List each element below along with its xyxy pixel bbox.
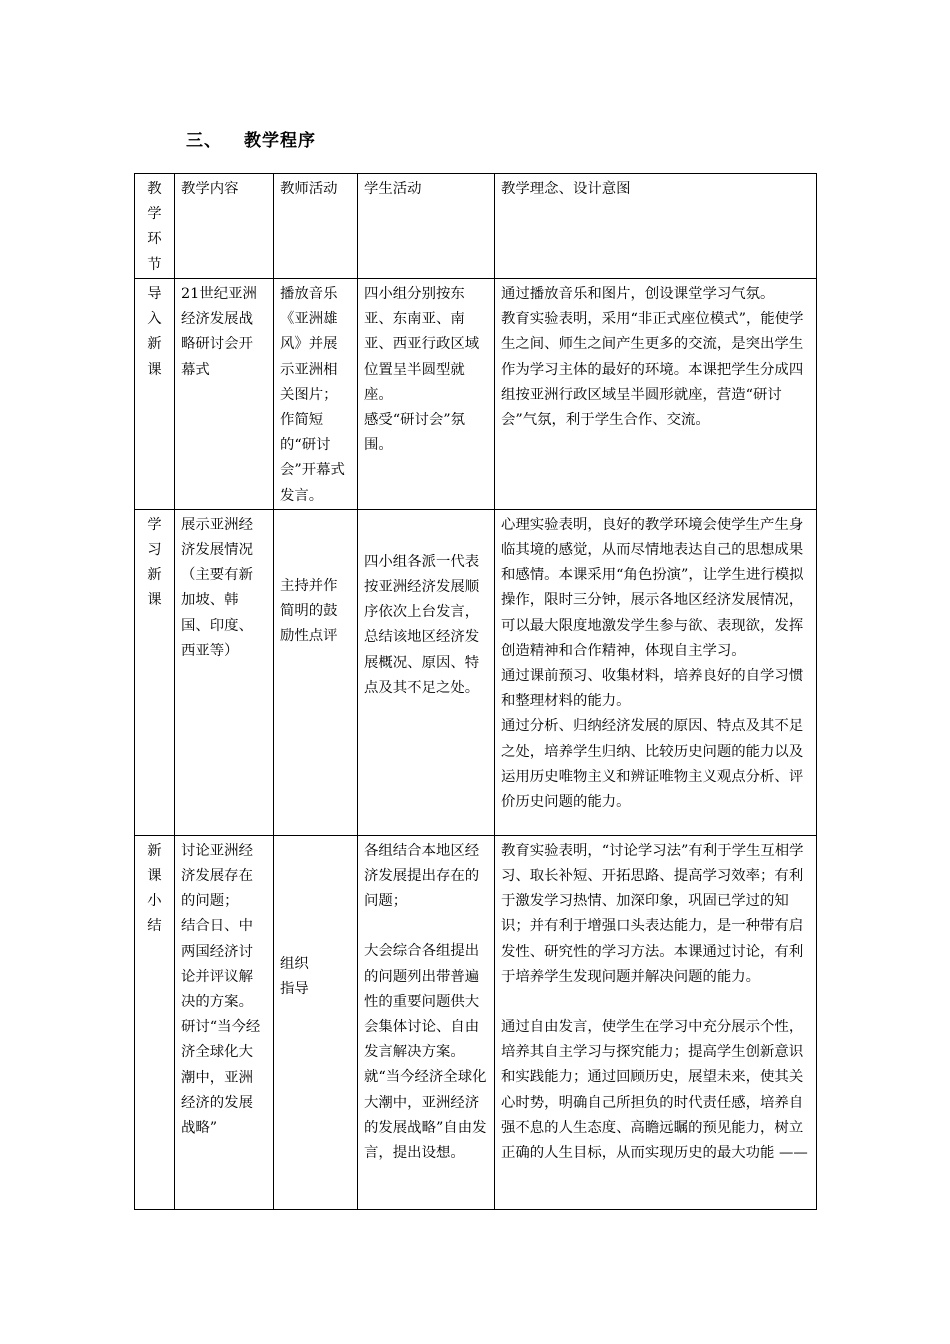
student-cell: 四小组分别按东亚、东南亚、南亚、西亚行政区域位置呈半圆型就座。 感受“研讨会”氛围。: [358, 279, 495, 510]
stage-cell: 学 习 新 课: [135, 509, 175, 835]
content-cell: 21世纪亚洲经济发展战略研讨会开幕式: [175, 279, 274, 510]
section-title: 教学程序: [244, 131, 316, 151]
content-cell: 讨论亚洲经济发展存在的问题； 结合日、中两国经济讨论并评议解决的方案。 研讨“当今经济全球化大潮中，亚洲经济的发展战略”: [175, 835, 274, 1209]
header-teacher-activity: 教师活动: [274, 174, 358, 279]
content-cell: 展示亚洲经济发展情况（主要有新加坡、韩国、印度、西亚等）: [175, 509, 274, 835]
table-header-row: [135, 174, 817, 279]
table-row: [135, 509, 817, 835]
header-student-activity: 学生活动: [358, 174, 495, 279]
table-row: [135, 279, 817, 510]
teaching-procedure-table: [134, 173, 817, 1210]
teacher-cell: 播放音乐《亚洲雄风》并展示亚洲相关图片； 作简短的“研讨会”开幕式发言。: [274, 279, 358, 510]
stage-cell: 导 入 新 课: [135, 279, 175, 510]
rationale-cell: 教育实验表明，“讨论学习法”有利于学生互相学习、取长补短、开拓思路、提高学习效率；有利于激发学习热情、加深印象，巩固已学过的知识；并有利于增强口头表达能力，是一种带有启发性、研究性的学习方法。本课通过讨论，有利于培养学生发现问题并解决问题的能力。 通过自由发言，使学生在学习中充分展示个性，培养其自主学习与探究能力；提高学生创新意识和实践能力；通过回顾历史，展望未来，使其关心时势，明确自己所担负的时代责任感，培养自强不息的人生态度、高瞻远瞩的预见能力，树立正确的人生目标，从而实现历史的最大功能 ——: [495, 835, 817, 1209]
teacher-cell: 主持并作简明的鼓励性点评: [274, 509, 358, 835]
student-cell: 四小组各派一代表按亚洲经济发展顺序依次上台发言，总结该地区经济发展概况、原因、特点及其不足之处。: [358, 509, 495, 835]
stage-cell: 新 课 小 结: [135, 835, 175, 1209]
section-heading: [186, 126, 316, 151]
header-content: 教学内容: [175, 174, 274, 279]
header-stage: 教 学 环 节: [135, 174, 175, 279]
teacher-cell: 组织 指导: [274, 835, 358, 1209]
header-design-rationale: 教学理念、设计意图: [495, 174, 817, 279]
rationale-cell: 通过播放音乐和图片，创设课堂学习气氛。 教育实验表明，采用“非正式座位模式”，能使学生之间、师生之间产生更多的交流，是突出学生作为学习主体的最好的环境。本课把学生分成四组按亚洲行政区域呈半圆形就座，营造“研讨会”气氛，利于学生合作、交流。: [495, 279, 817, 510]
rationale-cell: 心理实验表明，良好的教学环境会使学生产生身临其境的感觉，从而尽情地表达自己的思想成果和感情。本课采用“角色扮演”，让学生进行模拟操作，限时三分钟，展示各地区经济发展情况，可以最大限度地激发学生参与欲、表现欲，发挥创造精神和合作精神，体现自主学习。 通过课前预习、收集材料，培养良好的自学习惯和整理材料的能力。 通过分析、归纳经济发展的原因、特点及其不足之处，培养学生归纳、比较历史问题的能力以及运用历史唯物主义和辨证唯物主义观点分析、评价历史问题的能力。: [495, 509, 817, 835]
student-cell: 各组结合本地区经济发展提出存在的问题； 大会综合各组提出的问题列出带普遍性的重要问题供大会集体讨论、自由发言解决方案。 就“当今经济全球化大潮中，亚洲经济的发展战略”自由发言，提出设想。: [358, 835, 495, 1209]
table-row: [135, 835, 817, 1209]
section-number: 三、: [186, 131, 222, 151]
